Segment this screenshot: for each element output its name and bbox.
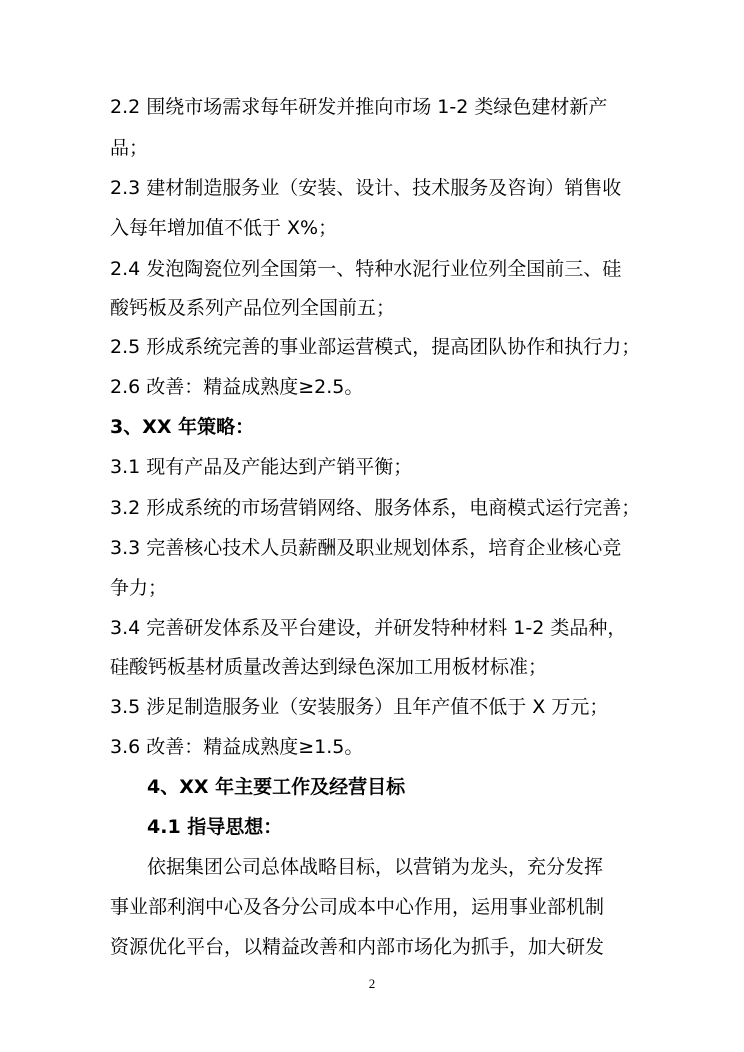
text-line-3-2: 3.2 形成系统的市场营销网络、服务体系，电商模式运行完善； xyxy=(110,497,641,519)
text-line-3-1: 3.1 现有产品及产能达到产销平衡； xyxy=(110,456,413,478)
section-heading-4: 4、XX 年主要工作及经营目标 xyxy=(147,776,406,798)
section-heading-3: 3、XX 年策略： xyxy=(110,416,255,438)
text-line-3-5: 3.5 涉足制造服务业（安装服务）且年产值不低于 X 万元； xyxy=(110,696,609,718)
paragraph-line-2: 事业部利润中心及各分公司成本中心作用，运用事业部机制 xyxy=(110,896,605,918)
text-line-2-2-cont: 品； xyxy=(110,137,149,159)
text-line-2-6: 2.6 改善：精益成熟度≥2.5。 xyxy=(110,376,364,398)
text-line-2-4-cont: 酸钙板及系列产品位列全国前五； xyxy=(110,297,396,319)
text-line-3-3-cont: 争力； xyxy=(110,577,168,599)
text-line-3-4-cont: 硅酸钙板基材质量改善达到绿色深加工用板材标准； xyxy=(110,656,548,678)
text-line-3-4: 3.4 完善研发体系及平台建设，并研发特种材料 1-2 类品种， xyxy=(110,617,627,639)
text-line-2-3: 2.3 建材制造服务业（安装、设计、技术服务及咨询）销售收 xyxy=(110,177,622,199)
text-line-3-3: 3.3 完善核心技术人员薪酬及职业规划体系，培育企业核心竞 xyxy=(110,537,622,559)
subsection-heading-4-1: 4.1 指导思想： xyxy=(147,816,283,838)
text-line-2-4: 2.4 发泡陶瓷位列全国第一、特种水泥行业位列全国前三、硅 xyxy=(110,258,622,280)
text-line-2-2: 2.2 围绕市场需求每年研发并推向市场 1-2 类绿色建材新产 xyxy=(110,96,608,118)
page-number: 2 xyxy=(368,976,376,991)
paragraph-line-1: 依据集团公司总体战略目标，以营销为龙头，充分发挥 xyxy=(147,856,604,878)
text-line-2-5: 2.5 形成系统完善的事业部运营模式，提高团队协作和执行力； xyxy=(110,336,641,358)
text-line-3-6: 3.6 改善：精益成熟度≥1.5。 xyxy=(110,736,364,758)
paragraph-line-3: 资源优化平台，以精益改善和内部市场化为抓手，加大研发 xyxy=(110,936,605,958)
text-line-2-3-cont: 入每年增加值不低于 X%； xyxy=(110,217,338,239)
